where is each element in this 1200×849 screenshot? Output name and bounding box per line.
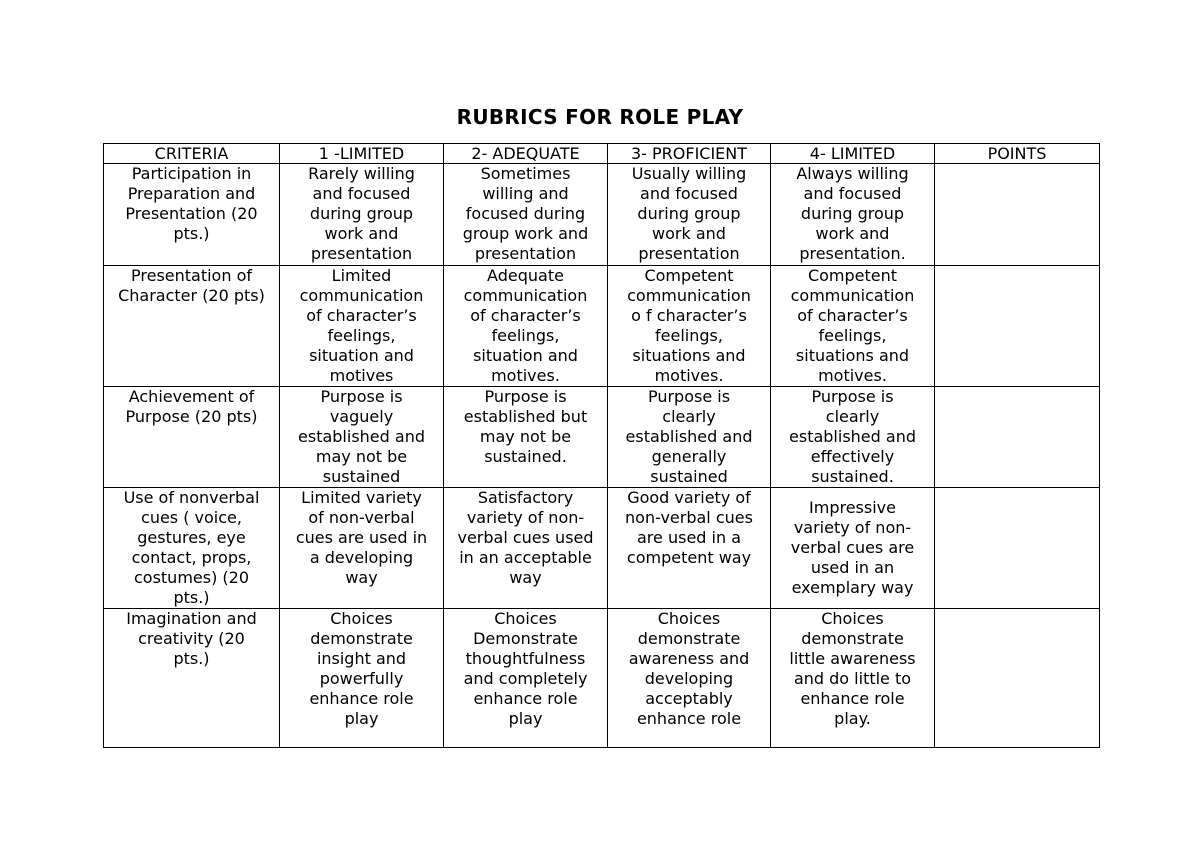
rubric-table (103, 143, 1100, 748)
level-1-cell: Limited communication of character’s feelings, situation and motives (280, 266, 444, 387)
header-level-1: 1 -LIMITED (280, 144, 444, 164)
level-3-cell: Usually willing and focused during group work and presentation (608, 164, 771, 266)
level-4-cell: Competent communication of character’s feelings, situations and motives. (771, 266, 935, 387)
level-3-cell: Choices demonstrate awareness and developing acceptably enhance role (608, 609, 771, 748)
header-row (104, 144, 1100, 164)
points-cell[interactable] (935, 609, 1100, 748)
level-4-cell: Purpose is clearly established and effectively sustained. (771, 387, 935, 488)
level-2-cell: Choices Demonstrate thoughtfulness and completely enhance role play (444, 609, 608, 748)
level-2-cell: Purpose is established but may not be sustained. (444, 387, 608, 488)
header-level-2: 2- ADEQUATE (444, 144, 608, 164)
header-criteria: CRITERIA (104, 144, 280, 164)
criteria-cell: Achievement of Purpose (20 pts) (104, 387, 280, 488)
level-3-cell: Good variety of non-verbal cues are used in a competent way (608, 488, 771, 609)
points-cell[interactable] (935, 164, 1100, 266)
level-4-cell: Choices demonstrate little awareness and do little to enhance role play. (771, 609, 935, 748)
level-1-cell: Purpose is vaguely established and may not be sustained (280, 387, 444, 488)
level-4-cell: Impressive variety of non- verbal cues are used in an exemplary way (771, 488, 935, 609)
criteria-cell: Imagination and creativity (20 pts.) (104, 609, 280, 748)
table-row (104, 266, 1100, 387)
criteria-cell: Use of nonverbal cues ( voice, gestures, eye contact, props, costumes) (20 pts.) (104, 488, 280, 609)
level-3-cell: Purpose is clearly established and generally sustained (608, 387, 771, 488)
level-1-cell: Rarely willing and focused during group work and presentation (280, 164, 444, 266)
criteria-cell: Presentation of Character (20 pts) (104, 266, 280, 387)
level-3-cell: Competent communication o f character’s feelings, situations and motives. (608, 266, 771, 387)
points-cell[interactable] (935, 266, 1100, 387)
level-1-cell: Limited variety of non-verbal cues are used in a developing way (280, 488, 444, 609)
document-title: RUBRICS FOR ROLE PLAY (456, 105, 744, 129)
table-row (104, 609, 1100, 748)
header-level-3: 3- PROFICIENT (608, 144, 771, 164)
level-4-cell: Always willing and focused during group work and presentation. (771, 164, 935, 266)
table-row (104, 164, 1100, 266)
points-cell[interactable] (935, 488, 1100, 609)
level-2-cell: Satisfactory variety of non- verbal cues used in an acceptable way (444, 488, 608, 609)
points-cell[interactable] (935, 387, 1100, 488)
table-row (104, 387, 1100, 488)
level-2-cell: Sometimes willing and focused during group work and presentation (444, 164, 608, 266)
criteria-cell: Participation in Preparation and Presentation (20 pts.) (104, 164, 280, 266)
level-1-cell: Choices demonstrate insight and powerfully enhance role play (280, 609, 444, 748)
table-row (104, 488, 1100, 609)
header-level-4: 4- LIMITED (771, 144, 935, 164)
header-points: POINTS (935, 144, 1100, 164)
level-2-cell: Adequate communication of character’s feelings, situation and motives. (444, 266, 608, 387)
